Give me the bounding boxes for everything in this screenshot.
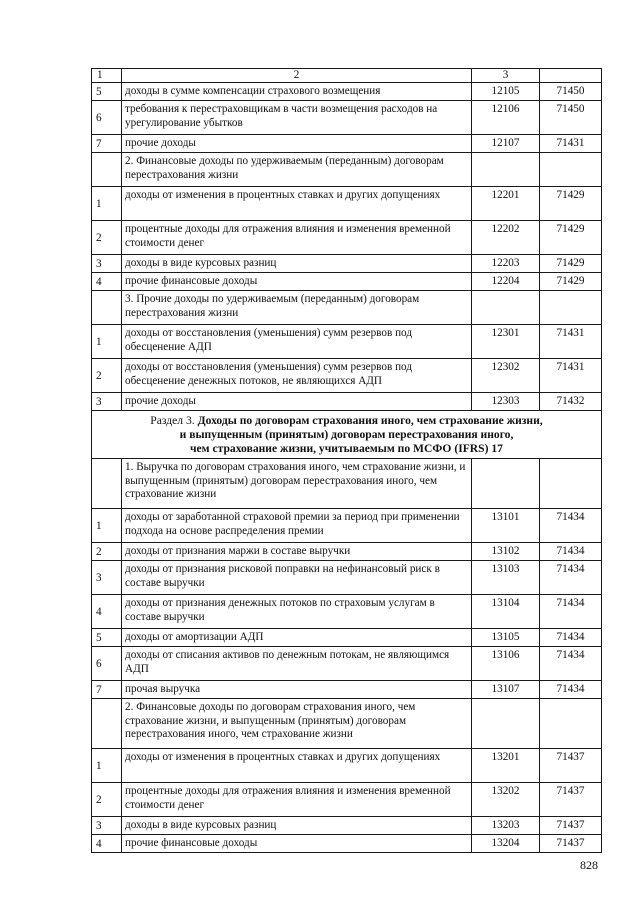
row-number: 1 [92,749,122,783]
row-code: 12201 [472,187,540,221]
row-account: 71431 [540,359,602,393]
header-col-1: 1 [92,69,122,83]
row-number: 4 [92,595,122,629]
row-account: 71437 [540,817,602,835]
row-code [472,153,540,187]
row-account: 71431 [540,325,602,359]
table-row [92,509,602,543]
row-account: 71434 [540,509,602,543]
table-row [92,187,602,221]
row-description: доходы от изменения в процентных ставках и других допущениях [122,187,472,221]
row-code: 13204 [472,835,540,853]
row-account: 71429 [540,187,602,221]
row-description: прочие доходы [122,393,472,411]
table-row [92,83,602,101]
accounts-table [91,68,602,853]
table-row [92,699,602,749]
row-number: 6 [92,101,122,135]
row-number: 4 [92,273,122,291]
row-number: 3 [92,393,122,411]
row-code: 12302 [472,359,540,393]
row-code [472,459,540,509]
row-number: 7 [92,135,122,153]
row-description: процентные доходы для отражения влияния и изменения временной стоимости денег [122,221,472,255]
row-account [540,699,602,749]
row-number: 2 [92,359,122,393]
section-prefix: Раздел 3. [150,414,198,428]
row-code: 13201 [472,749,540,783]
row-description: доходы от восстановления (уменьшения) сумм резервов под обесценение АДП [122,325,472,359]
table-row [92,325,602,359]
table-row [92,647,602,681]
row-code: 12301 [472,325,540,359]
row-code: 12204 [472,273,540,291]
row-code: 12106 [472,101,540,135]
header-col-2: 2 [122,69,472,83]
row-description: 2. Финансовые доходы по договорам страхования иного, чем страхование жизни, и выпущенным (принятым) договорам перестрахования иного, чем страхование жизни [122,699,472,749]
row-code: 13203 [472,817,540,835]
table-row [92,629,602,647]
row-description: прочие финансовые доходы [122,835,472,853]
row-code: 13101 [472,509,540,543]
row-code: 12107 [472,135,540,153]
row-code: 12202 [472,221,540,255]
table-row [92,135,602,153]
section-heading-row [92,411,602,459]
row-code: 13106 [472,647,540,681]
row-code: 13102 [472,543,540,561]
row-account: 71429 [540,255,602,273]
row-code: 12303 [472,393,540,411]
table-row [92,561,602,595]
row-description: доходы от признания денежных потоков по страховым услугам в составе выручки [122,595,472,629]
row-account: 71431 [540,135,602,153]
row-account: 71434 [540,629,602,647]
row-account: 71437 [540,835,602,853]
row-number: 3 [92,255,122,273]
accounts-table-body [92,69,602,853]
row-number: 6 [92,647,122,681]
section-title-line-1: Доходы по договорам страхования иного, чем страхование жизни, [197,414,543,428]
row-number: 3 [92,817,122,835]
row-account: 71429 [540,273,602,291]
page-number: 828 [580,858,598,872]
table-row [92,681,602,699]
row-number [92,459,122,509]
row-description: доходы от восстановления (уменьшения) сумм резервов под обесценение денежных потоков, не являющихся АДП [122,359,472,393]
row-code: 13103 [472,561,540,595]
row-number: 5 [92,629,122,647]
row-description: прочая выручка [122,681,472,699]
row-number: 5 [92,83,122,101]
table-row [92,543,602,561]
header-col-3: 3 [472,69,540,83]
table-row [92,459,602,509]
table-row [92,273,602,291]
row-description: доходы в сумме компенсации страхового возмещения [122,83,472,101]
row-account: 71450 [540,83,602,101]
row-code: 12105 [472,83,540,101]
row-description: прочие доходы [122,135,472,153]
row-description: требования к перестраховщикам в части возмещения расходов на урегулирование убытков [122,101,472,135]
row-account: 71450 [540,101,602,135]
row-description: доходы в виде курсовых разниц [122,255,472,273]
row-description: 1. Выручка по договорам страхования иного, чем страхование жизни, и выпущенным (принятым) договорам перестрахования иного, чем страхование жизни [122,459,472,509]
row-number: 2 [92,221,122,255]
table-row [92,595,602,629]
row-number: 2 [92,543,122,561]
row-account: 71437 [540,783,602,817]
row-number: 1 [92,509,122,543]
row-description: доходы от заработанной страховой премии за период при применении подхода на основе распределения премии [122,509,472,543]
row-account: 71434 [540,561,602,595]
table-row [92,221,602,255]
row-number: 2 [92,783,122,817]
row-account: 71434 [540,647,602,681]
table-row [92,359,602,393]
row-account: 71437 [540,749,602,783]
section-title-line-3: чем страхование жизни, учитываемым по МСФО (IFRS) 17 [190,442,503,456]
row-account [540,291,602,325]
header-col-4 [540,69,602,83]
row-code: 13202 [472,783,540,817]
row-code: 13104 [472,595,540,629]
row-number: 7 [92,681,122,699]
row-description: доходы от изменения в процентных ставках и других допущениях [122,749,472,783]
row-account: 71434 [540,543,602,561]
row-account [540,459,602,509]
row-number [92,291,122,325]
row-account [540,153,602,187]
table-row [92,817,602,835]
table-row [92,393,602,411]
row-code: 12203 [472,255,540,273]
table-row [92,749,602,783]
row-description: доходы в виде курсовых разниц [122,817,472,835]
table-header-row [92,69,602,83]
row-code [472,291,540,325]
row-number [92,153,122,187]
row-account: 71434 [540,681,602,699]
table-row [92,835,602,853]
section-title-line-2: и выпущенным (принятым) договорам перестрахования иного, [179,428,514,442]
row-description: доходы от признания маржи в составе выручки [122,543,472,561]
table-row [92,783,602,817]
row-description: доходы от амортизации АДП [122,629,472,647]
table-row [92,101,602,135]
row-account: 71432 [540,393,602,411]
row-account: 71429 [540,221,602,255]
table-row [92,153,602,187]
table-row [92,255,602,273]
section-heading [92,411,602,459]
row-description: 3. Прочие доходы по удерживаемым (переданным) договорам перестрахования жизни [122,291,472,325]
row-code: 13105 [472,629,540,647]
row-account: 71434 [540,595,602,629]
row-description: доходы от признания рисковой поправки на нефинансовый риск в составе выручки [122,561,472,595]
row-number: 1 [92,325,122,359]
row-number: 4 [92,835,122,853]
row-description: процентные доходы для отражения влияния и изменения временной стоимости денег [122,783,472,817]
row-number: 3 [92,561,122,595]
row-description: 2. Финансовые доходы по удерживаемым (переданным) договорам перестрахования жизни [122,153,472,187]
row-number: 1 [92,187,122,221]
row-description: прочие финансовые доходы [122,273,472,291]
row-code [472,699,540,749]
row-description: доходы от списания активов по денежным потокам, не являющимся АДП [122,647,472,681]
table-row [92,291,602,325]
row-number [92,699,122,749]
row-code: 13107 [472,681,540,699]
